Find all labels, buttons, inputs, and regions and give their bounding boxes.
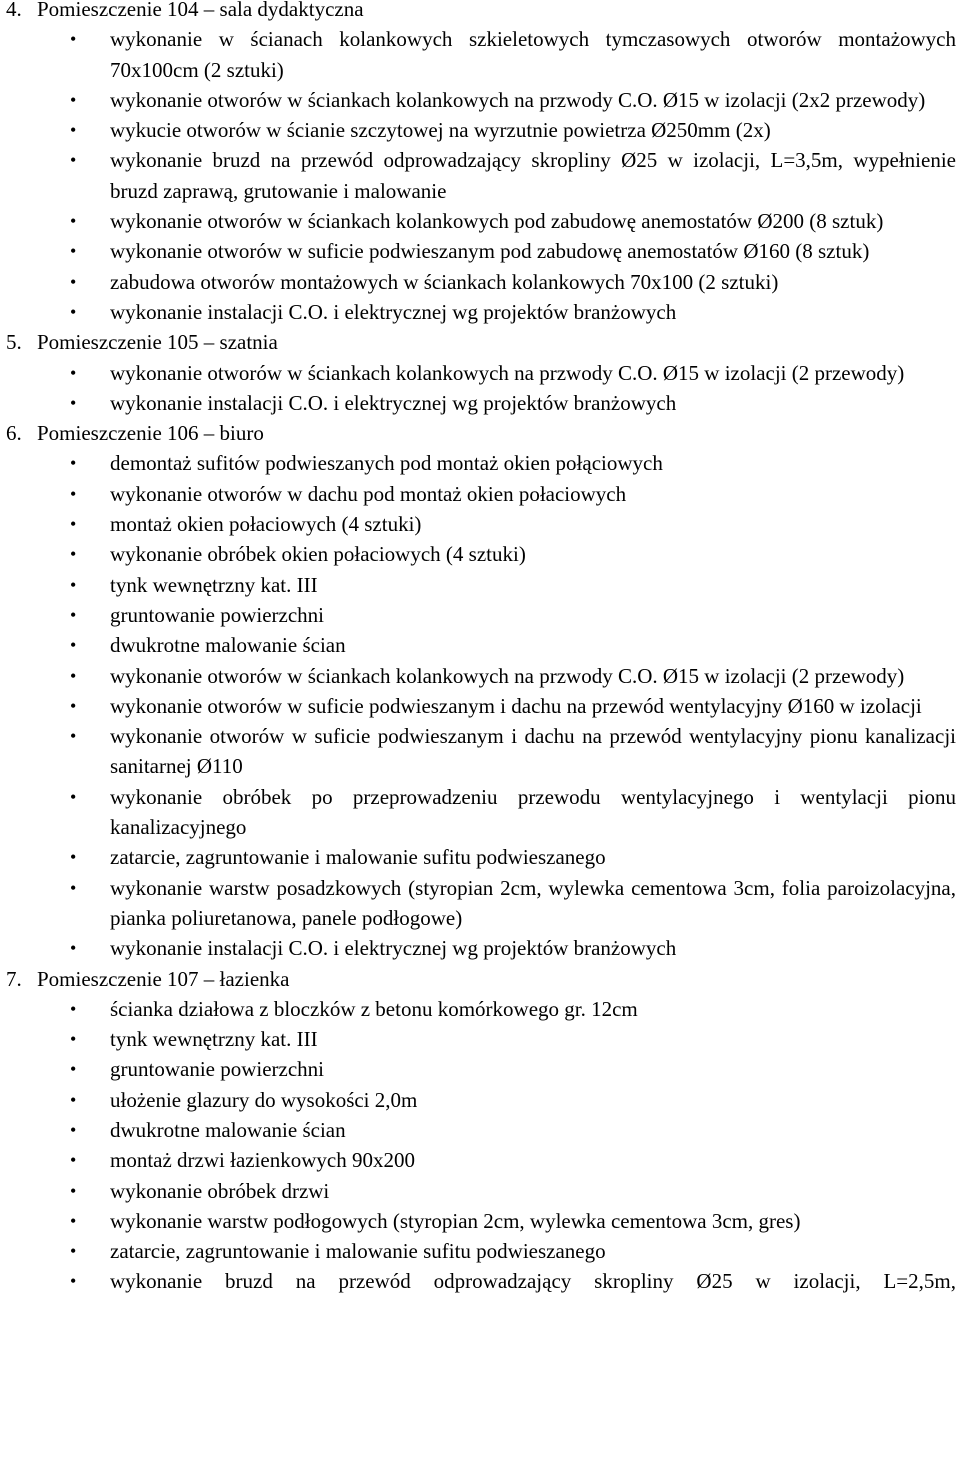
list-item xyxy=(0,145,958,206)
list-item-text: tynk wewnętrzny kat. III xyxy=(110,1027,318,1052)
list-item-text: wykonanie warstw podłogowych (styropian 2cm, wylewka cementowa 3cm, gres) xyxy=(110,1208,801,1233)
list-item xyxy=(0,297,958,327)
list-item xyxy=(0,448,958,478)
list-item xyxy=(0,509,958,539)
list-item xyxy=(0,1024,958,1054)
list-item-text: zabudowa otworów montażowych w ściankach kolankowych 70x100 (2 sztuki) xyxy=(110,269,779,294)
bullet-icon: • xyxy=(70,847,77,868)
list-item xyxy=(0,236,958,266)
bullet-icon: • xyxy=(70,665,77,686)
list-item xyxy=(0,600,958,630)
bullet-icon: • xyxy=(70,1029,77,1050)
list-item xyxy=(0,691,958,721)
section-number: 4. xyxy=(6,0,22,21)
bullet-icon: • xyxy=(70,1119,77,1140)
list-item xyxy=(0,115,958,145)
list-item-text: wykonanie otworów w suficie podwieszanym i dachu na przewód wentylacyjny Ø160 w izolacji xyxy=(110,693,922,718)
bullet-icon: • xyxy=(70,514,77,535)
section-title: Pomieszczenie 106 – biuro xyxy=(37,421,264,446)
list-item xyxy=(0,630,958,660)
list-item xyxy=(0,539,958,569)
list-item xyxy=(0,994,958,1024)
list-item-text: gruntowanie powierzchni xyxy=(110,602,325,627)
list-item-text: wykonanie w ścianach kolankowych szkieletowych tymczasowych otworów montażowych 70x100cm (2 sztuki) xyxy=(110,27,956,82)
list-item-text: wykonanie otworów w dachu pod montaż okien połaciowych xyxy=(110,481,627,506)
room-section xyxy=(0,418,958,963)
section-title: Pomieszczenie 104 – sala dydaktyczna xyxy=(37,0,364,21)
list-item xyxy=(0,1266,958,1296)
section-heading xyxy=(0,0,958,24)
list-item-text: wykonanie otworów w suficie podwieszanym pod zabudowę anemostatów Ø160 (8 sztuk) xyxy=(110,239,870,264)
section-number: 5. xyxy=(6,330,22,355)
task-list xyxy=(0,448,958,963)
bullet-icon: • xyxy=(70,1150,77,1171)
list-item-text: wykonanie otworów w ściankach kolankowych na przwody C.O. Ø15 w izolacji (2 przewody) xyxy=(110,360,905,385)
bullet-icon: • xyxy=(70,150,77,171)
list-item xyxy=(0,1236,958,1266)
list-item-text: wykonanie bruzd na przewód odprowadzający skropliny Ø25 w izolacji, L=3,5m, wypełnienie bruzd zaprawą, grutowanie i malowanie xyxy=(110,148,956,203)
list-item xyxy=(0,782,958,843)
list-item-text: wykonanie instalacji C.O. i elektrycznej wg projektów branżowych xyxy=(110,390,677,415)
bullet-icon: • xyxy=(70,211,77,232)
list-item-text: wykonanie warstw posadzkowych (styropian 2cm, wylewka cementowa 3cm, folia paroizolacyjna, pianka poliuretanowa, panele podłogowe) xyxy=(110,875,956,930)
task-list xyxy=(0,994,958,1297)
list-item xyxy=(0,85,958,115)
task-list xyxy=(0,358,958,419)
room-section xyxy=(0,0,958,327)
list-item-text: zatarcie, zagruntowanie i malowanie sufitu podwieszanego xyxy=(110,845,606,870)
list-item xyxy=(0,570,958,600)
list-item-text: dwukrotne malowanie ścian xyxy=(110,1117,346,1142)
list-item-text: wykonanie obróbek po przeprowadzeniu przewodu wentylacyjnego i wentylacji pionu kanalizacyjnego xyxy=(110,784,956,840)
bullet-icon: • xyxy=(70,120,77,141)
bullet-icon: • xyxy=(70,1271,77,1292)
list-item-text: wykonanie otworów w ściankach kolankowych na przwody C.O. Ø15 w izolacji (2x2 przewody) xyxy=(110,87,926,112)
list-item xyxy=(0,873,958,934)
list-item xyxy=(0,1176,958,1206)
list-item-text: wykonanie obróbek drzwi xyxy=(110,1178,330,1203)
bullet-icon: • xyxy=(70,453,77,474)
bullet-icon: • xyxy=(70,29,77,50)
list-item-text: tynk wewnętrzny kat. III xyxy=(110,572,318,597)
list-item-text: wykonanie otworów w suficie podwieszanym i dachu na przewód wentylacyjny pionu kanalizacji sanitarnej Ø110 xyxy=(110,724,956,779)
bullet-icon: • xyxy=(70,271,77,292)
section-heading xyxy=(0,327,958,357)
section-number: 6. xyxy=(6,421,22,446)
room-section xyxy=(0,327,958,418)
list-item xyxy=(0,358,958,388)
bullet-icon: • xyxy=(70,786,77,807)
list-item-text: wykucie otworów w ścianie szczytowej na wyrzutnie powietrza Ø250mm (2x) xyxy=(110,118,771,143)
list-item xyxy=(0,1206,958,1236)
list-item-text: wykonanie bruzd na przewód odprowadzający skropliny Ø25 w izolacji, L=2,5m, xyxy=(110,1269,956,1294)
bullet-icon: • xyxy=(70,1089,77,1110)
list-item-text: wykonanie otworów w ściankach kolankowych pod zabudowę anemostatów Ø200 (8 sztuk) xyxy=(110,209,884,234)
list-item xyxy=(0,206,958,236)
list-item-text: montaż drzwi łazienkowych 90x200 xyxy=(110,1148,415,1173)
list-item xyxy=(0,1054,958,1084)
bullet-icon: • xyxy=(70,877,77,898)
list-item xyxy=(0,388,958,418)
bullet-icon: • xyxy=(70,1180,77,1201)
list-item xyxy=(0,267,958,297)
list-item xyxy=(0,933,958,963)
section-title: Pomieszczenie 107 – łazienka xyxy=(37,966,290,991)
list-item-text: ścianka działowa z bloczków z betonu komórkowego gr. 12cm xyxy=(110,996,638,1021)
bullet-icon: • xyxy=(70,938,77,959)
bullet-icon: • xyxy=(70,635,77,656)
bullet-icon: • xyxy=(70,998,77,1019)
list-item xyxy=(0,661,958,691)
list-item-text: wykonanie obróbek okien połaciowych (4 sztuki) xyxy=(110,542,526,567)
list-item-text: wykonanie instalacji C.O. i elektrycznej wg projektów branżowych xyxy=(110,936,677,961)
section-number: 7. xyxy=(6,966,22,991)
list-item xyxy=(0,1115,958,1145)
list-item-text: dwukrotne malowanie ścian xyxy=(110,633,346,658)
list-item-text: zatarcie, zagruntowanie i malowanie sufitu podwieszanego xyxy=(110,1239,606,1264)
list-item-text: gruntowanie powierzchni xyxy=(110,1057,325,1082)
list-item-text: demontaż sufitów podwieszanych pod montaż okien połąciowych xyxy=(110,451,663,476)
list-item xyxy=(0,721,958,782)
list-item xyxy=(0,1145,958,1175)
bullet-icon: • xyxy=(70,89,77,110)
bullet-icon: • xyxy=(70,241,77,262)
list-item-text: ułożenie glazury do wysokości 2,0m xyxy=(110,1087,418,1112)
bullet-icon: • xyxy=(70,695,77,716)
list-item xyxy=(0,479,958,509)
bullet-icon: • xyxy=(70,574,77,595)
bullet-icon: • xyxy=(70,362,77,383)
bullet-icon: • xyxy=(70,544,77,565)
bullet-icon: • xyxy=(70,726,77,747)
list-item xyxy=(0,1085,958,1115)
room-section xyxy=(0,964,958,1297)
bullet-icon: • xyxy=(70,301,77,322)
list-item-text: wykonanie otworów w ściankach kolankowych na przwody C.O. Ø15 w izolacji (2 przewody) xyxy=(110,663,905,688)
section-heading xyxy=(0,418,958,448)
section-heading xyxy=(0,964,958,994)
bullet-icon: • xyxy=(70,1210,77,1231)
bullet-icon: • xyxy=(70,1059,77,1080)
bullet-icon: • xyxy=(70,604,77,625)
list-item xyxy=(0,24,958,85)
list-item-text: wykonanie instalacji C.O. i elektrycznej wg projektów branżowych xyxy=(110,299,677,324)
task-list xyxy=(0,24,958,327)
section-title: Pomieszczenie 105 – szatnia xyxy=(37,330,278,355)
bullet-icon: • xyxy=(70,392,77,413)
bullet-icon: • xyxy=(70,483,77,504)
list-item-text: montaż okien połaciowych (4 sztuki) xyxy=(110,512,422,537)
bullet-icon: • xyxy=(70,1241,77,1262)
list-item xyxy=(0,842,958,872)
